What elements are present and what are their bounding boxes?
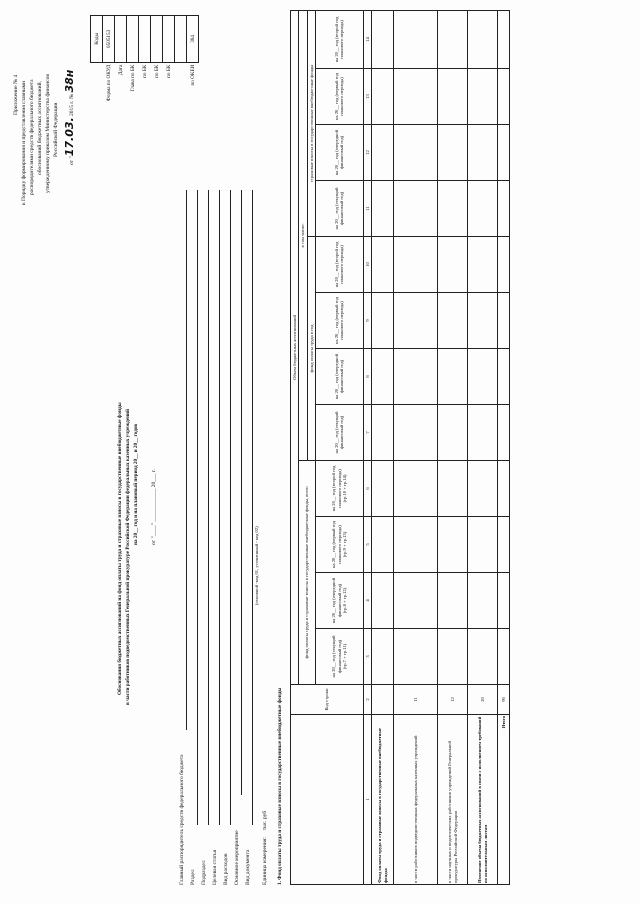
codes-cell	[139, 16, 151, 63]
year-header: на 20__ год (очередной финансовый год)	[315, 349, 363, 405]
codes-row-label: по БК	[141, 64, 148, 78]
col-number: 4	[363, 573, 371, 629]
year-header: на 20__ год (очередной финансовый год)	[315, 125, 363, 181]
value-cell[interactable]	[498, 125, 510, 181]
year-header	[315, 573, 363, 629]
codes-table	[90, 15, 199, 145]
table-row	[498, 10, 510, 884]
value-cell[interactable]	[372, 517, 394, 573]
row-code: 12	[438, 685, 468, 715]
year-header: на 20__ год (второй год планового периода)	[315, 237, 363, 293]
field-underline	[219, 190, 220, 825]
col-number: 1	[363, 715, 371, 885]
appendix-line3: распорядителями средств федерального бюджета	[29, 79, 35, 195]
row-name: Изменение объема бюджетных ассигнований в связи с исполнением требований по исполнительным листам	[468, 715, 498, 885]
value-cell[interactable]	[498, 517, 510, 573]
value-cell[interactable]	[372, 10, 394, 68]
row-name: Фонд оплаты труда и страховые взносы в государственные внебюджетные фонды:	[372, 715, 394, 885]
value-cell[interactable]	[394, 517, 438, 573]
value-cell[interactable]	[394, 125, 438, 181]
value-cell[interactable]	[372, 237, 394, 293]
value-cell[interactable]	[438, 461, 468, 517]
col-name-header	[291, 715, 364, 885]
value-cell[interactable]	[438, 629, 468, 685]
value-cell[interactable]	[372, 125, 394, 181]
value-cell[interactable]	[498, 293, 510, 349]
table-row	[372, 10, 394, 884]
column-number-row	[363, 10, 371, 884]
row-name: в части работников подведомственных федеральных казенных учреждений	[394, 715, 438, 885]
row-code: 20	[468, 685, 498, 715]
form-title-line3: на 20__ год и на плановый период 20__ и 20__ годов	[133, 423, 139, 545]
field-label: Основное мероприятие	[234, 830, 240, 885]
col-number: 5	[363, 517, 371, 573]
value-cell[interactable]	[394, 237, 438, 293]
codes-row-label: по ОКЕИ	[189, 64, 196, 86]
table-row	[468, 10, 498, 884]
value-cell[interactable]	[438, 181, 468, 237]
row-name: в части научных и педагогических работников учреждений Генеральной прокуратуры Российской Федерации	[438, 715, 468, 885]
group-fot-total-header: фонд оплаты труда и страховые взносы в государственные внебюджетные фонды, всего	[299, 461, 316, 685]
appendix-date-suffix: 2015 г. №	[69, 93, 75, 116]
group-total-header: Объем бюджетных ассигнований	[291, 10, 299, 684]
value-cell[interactable]	[372, 181, 394, 237]
year-header: на 20__ год (текущий финансовый год)	[315, 405, 363, 461]
field-underline	[252, 190, 253, 825]
col-number: 12	[363, 125, 371, 181]
form-okud-label: Форма по ОКУД	[105, 64, 112, 102]
codes-row-label: по БК	[153, 64, 160, 78]
row-code: 11	[394, 685, 438, 715]
col-number: 10	[363, 237, 371, 293]
col-number: 7	[363, 405, 371, 461]
codes-header: Коды	[91, 16, 103, 63]
year-header	[315, 629, 363, 685]
value-cell[interactable]	[468, 629, 498, 685]
value-cell[interactable]	[394, 10, 438, 68]
value-cell[interactable]	[498, 10, 510, 68]
value-cell[interactable]	[468, 405, 498, 461]
value-cell[interactable]	[468, 461, 498, 517]
value-cell[interactable]	[394, 349, 438, 405]
value-cell[interactable]	[372, 573, 394, 629]
col-number: 3	[363, 629, 371, 685]
field-label: Главный распорядитель средств федерального бюджета	[179, 754, 185, 885]
table-row	[438, 10, 468, 884]
value-cell[interactable]	[372, 461, 394, 517]
value-cell[interactable]	[468, 10, 498, 68]
value-cell[interactable]	[438, 10, 468, 68]
codes-row-label: Глава по БК	[129, 64, 136, 92]
unit-label: Единица измерения:	[262, 837, 268, 885]
year-header: на 20__ год (первый год планового периода)	[315, 293, 363, 349]
year-label: на 20__ год (очередной финансовый год)	[331, 577, 342, 624]
row-name: Итого	[498, 715, 510, 885]
codes-row-label	[175, 62, 187, 145]
appendix-line2: к Порядку формирования и представления главными	[21, 80, 27, 205]
value-cell[interactable]	[498, 181, 510, 237]
year-label: на 20__ год (текущий финансовый год)	[331, 635, 342, 678]
value-cell[interactable]	[438, 293, 468, 349]
col-number: 11	[363, 181, 371, 237]
value-cell[interactable]	[498, 629, 510, 685]
value-cell[interactable]	[468, 181, 498, 237]
value-cell[interactable]	[468, 125, 498, 181]
appendix-date-prefix: от "	[69, 156, 75, 165]
unit-value: тыс. руб	[262, 810, 268, 831]
field-label: Вид расходов	[223, 853, 229, 885]
col-code-header: Код строки	[291, 685, 364, 715]
codes-cell	[175, 16, 187, 63]
codes-cell	[163, 16, 175, 63]
appendix-line5: утвержденному приказом Министерства финансов	[45, 74, 51, 193]
budget-table	[290, 10, 510, 885]
value-cell[interactable]	[372, 69, 394, 125]
value-cell[interactable]	[498, 69, 510, 125]
col-number: 14	[363, 10, 371, 68]
row-code: 90	[498, 685, 510, 715]
appendix-date-line	[64, 70, 76, 165]
col-number: 9	[363, 293, 371, 349]
col-number: 8	[363, 349, 371, 405]
year-header	[315, 461, 363, 517]
field-label: Раздел	[190, 869, 196, 885]
form-title-line1: Обоснования бюджетных ассигнований на фонд оплаты труда и страховые взносы в государственные внебюджетные фонды	[117, 402, 123, 695]
year-header: на 20__ год (второй год планового периода)	[315, 10, 363, 68]
group-incl-header: в том числе:	[299, 10, 307, 460]
table-body	[372, 10, 510, 884]
year-label: на 20__ год (второй год планового периода)	[331, 465, 342, 512]
value-cell[interactable]	[394, 629, 438, 685]
value-cell[interactable]	[498, 461, 510, 517]
codes-cell	[115, 16, 127, 63]
value-cell[interactable]	[498, 573, 510, 629]
year-header: на 20__ год (первый год планового периода)	[315, 69, 363, 125]
value-cell[interactable]	[438, 573, 468, 629]
formula-label: (гр.8 + гр.12)	[341, 587, 347, 614]
form-date-line: от "____" ____________ 20___ г.	[151, 469, 157, 545]
value-cell[interactable]	[394, 461, 438, 517]
field-underline	[230, 190, 231, 825]
group-fot-header: фонд оплаты труда в год	[307, 237, 315, 461]
value-cell[interactable]	[438, 237, 468, 293]
field-underline	[186, 190, 187, 730]
form-title-line2: в части работников подведомственных Генеральной прокуратуре Российской Федерации федеральных казенных учреждений	[125, 408, 131, 705]
appendix-line1: Приложение № 4	[13, 74, 19, 115]
value-cell[interactable]	[394, 181, 438, 237]
table-row	[394, 10, 438, 884]
codes-row-label: Дата	[117, 64, 124, 76]
year-header	[315, 517, 363, 573]
year-header: на 20__ год (текущий финансовый год)	[315, 181, 363, 237]
col-number: 6	[363, 461, 371, 517]
value-cell[interactable]	[372, 349, 394, 405]
value-cell[interactable]	[394, 69, 438, 125]
section-title: 1. Фонд оплаты труда и страховые взносы в государственные внебюджетные фонды	[277, 687, 283, 885]
value-cell[interactable]	[372, 405, 394, 461]
row-code	[372, 685, 394, 715]
formula-label: (гр.7 + гр.11)	[341, 643, 347, 670]
value-cell[interactable]	[468, 69, 498, 125]
value-cell[interactable]	[438, 349, 468, 405]
value-cell[interactable]	[468, 573, 498, 629]
year-label: на 20__ год (первый год планового периода)	[331, 521, 342, 568]
value-cell[interactable]	[468, 293, 498, 349]
col-number: 2	[363, 685, 371, 715]
field-underline	[241, 190, 242, 795]
formula-label: (гр.10 + гр.14)	[341, 474, 347, 503]
value-cell[interactable]	[498, 349, 510, 405]
okei-code: 384	[187, 16, 199, 63]
handwritten-date: 17.03.	[63, 117, 76, 157]
field-label	[263, 811, 269, 885]
value-cell[interactable]	[438, 125, 468, 181]
value-cell[interactable]	[394, 573, 438, 629]
value-cell[interactable]	[438, 69, 468, 125]
value-cell[interactable]	[372, 629, 394, 685]
form-okud-code: 0505153	[103, 16, 115, 63]
value-cell[interactable]	[468, 517, 498, 573]
value-cell[interactable]	[438, 517, 468, 573]
field-label: Вид документа	[245, 849, 251, 885]
codes-cell	[151, 16, 163, 63]
value-cell[interactable]	[372, 293, 394, 349]
value-cell[interactable]	[498, 237, 510, 293]
handwritten-number: 38н	[63, 69, 76, 93]
field-note: (основной -код 01, уточненный - код 02)	[254, 526, 259, 605]
value-cell[interactable]	[394, 405, 438, 461]
value-cell[interactable]	[438, 405, 468, 461]
value-cell[interactable]	[498, 405, 510, 461]
formula-label: (гр.9 + гр.13)	[341, 531, 347, 558]
field-label: Целевая статья	[212, 849, 218, 885]
col-number: 13	[363, 69, 371, 125]
appendix-line6: Российской Федерации	[53, 102, 59, 157]
value-cell[interactable]	[468, 237, 498, 293]
value-cell[interactable]	[394, 293, 438, 349]
value-cell[interactable]	[468, 349, 498, 405]
field-underline	[208, 190, 209, 825]
field-underline	[197, 190, 198, 825]
appendix-line4: обоснований бюджетных ассигнований,	[37, 81, 43, 175]
group-ins-header: страховые взносы в государственные внебюджетные фонды	[307, 10, 315, 236]
codes-row-label: по БК	[165, 64, 172, 78]
field-label: Подраздел	[201, 860, 207, 885]
codes-cell	[127, 16, 139, 63]
